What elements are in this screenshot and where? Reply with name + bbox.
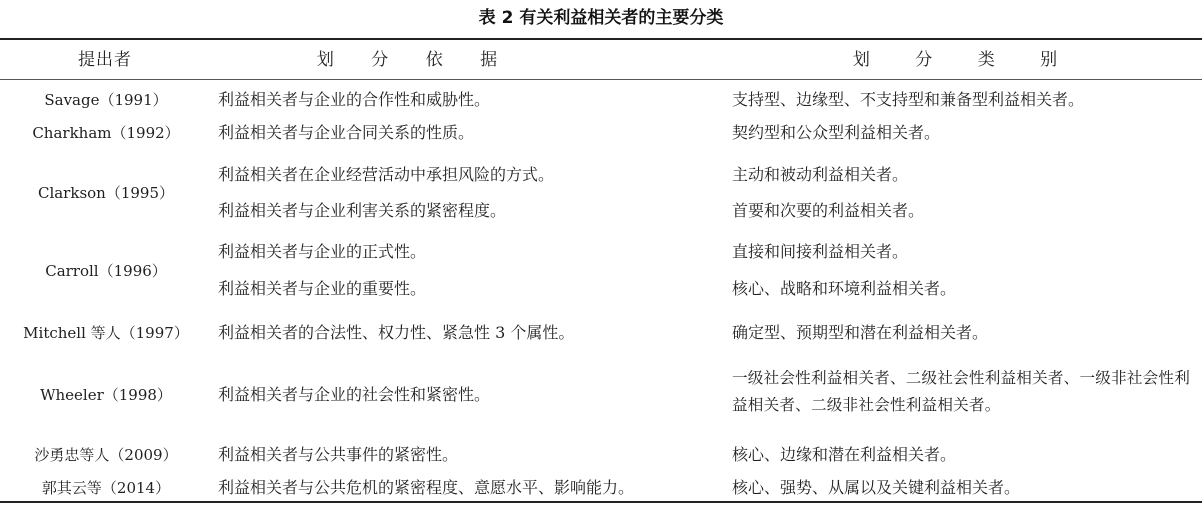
row-author: Charkham（1992）	[32, 124, 180, 142]
row-author: Savage（1991）	[44, 91, 168, 109]
row-basis: 利益相关者与企业合同关系的性质。	[218, 123, 475, 142]
row-category: 支持型、边缘型、不支持型和兼备型利益相关者。	[732, 90, 1085, 109]
row-author: Carroll（1996）	[45, 262, 167, 280]
row-category: 核心、战略和环境利益相关者。	[732, 279, 957, 298]
row-category: 契约型和公众型利益相关者。	[732, 123, 941, 142]
row-basis: 利益相关者与公共危机的紧密程度、意愿水平、影响能力。	[218, 478, 635, 497]
top-rule	[0, 38, 1202, 40]
row-category: 确定型、预期型和潜在利益相关者。	[732, 323, 989, 342]
row-author: Wheeler（1998）	[40, 386, 172, 404]
row-basis: 利益相关者与企业的社会性和紧密性。	[218, 385, 491, 404]
row-basis: 利益相关者与企业的合作性和威胁性。	[218, 90, 491, 109]
header-author: 提出者	[78, 50, 132, 70]
row-category: 主动和被动利益相关者。	[732, 165, 909, 184]
row-basis: 利益相关者的合法性、权力性、紧急性 3 个属性。	[218, 323, 575, 342]
row-author: 郭其云等（2014）	[41, 479, 171, 497]
row-author: Clarkson（1995）	[37, 184, 175, 202]
header-rule	[0, 79, 1202, 80]
row-author: Mitchell 等人（1997）	[23, 324, 189, 342]
row-category: 核心、强势、从属以及关键利益相关者。	[732, 478, 1021, 497]
row-category: 直接和间接利益相关者。	[732, 242, 909, 261]
table-title: 表 2 有关利益相关者的主要分类	[478, 8, 724, 28]
row-basis: 利益相关者与企业的重要性。	[218, 279, 427, 298]
row-basis: 利益相关者与企业的正式性。	[218, 242, 427, 261]
row-basis: 利益相关者在企业经营活动中承担风险的方式。	[218, 165, 555, 184]
row-basis: 利益相关者与公共事件的紧密性。	[218, 445, 459, 464]
row-category: 首要和次要的利益相关者。	[732, 201, 925, 220]
row-author: 沙勇忠等人（2009）	[34, 446, 178, 464]
header-category: 划 分 类 别	[852, 50, 1078, 70]
row-category: 一级社会性利益相关者、二级社会性利益相关者、一级非社会性利益相关者、二级非社会性利益相关者。	[732, 369, 1191, 414]
row-basis: 利益相关者与企业利害关系的紧密程度。	[218, 201, 507, 220]
header-basis: 划 分 依 据	[316, 50, 514, 70]
row-category: 核心、边缘和潜在利益相关者。	[732, 445, 957, 464]
bottom-rule	[0, 501, 1202, 503]
